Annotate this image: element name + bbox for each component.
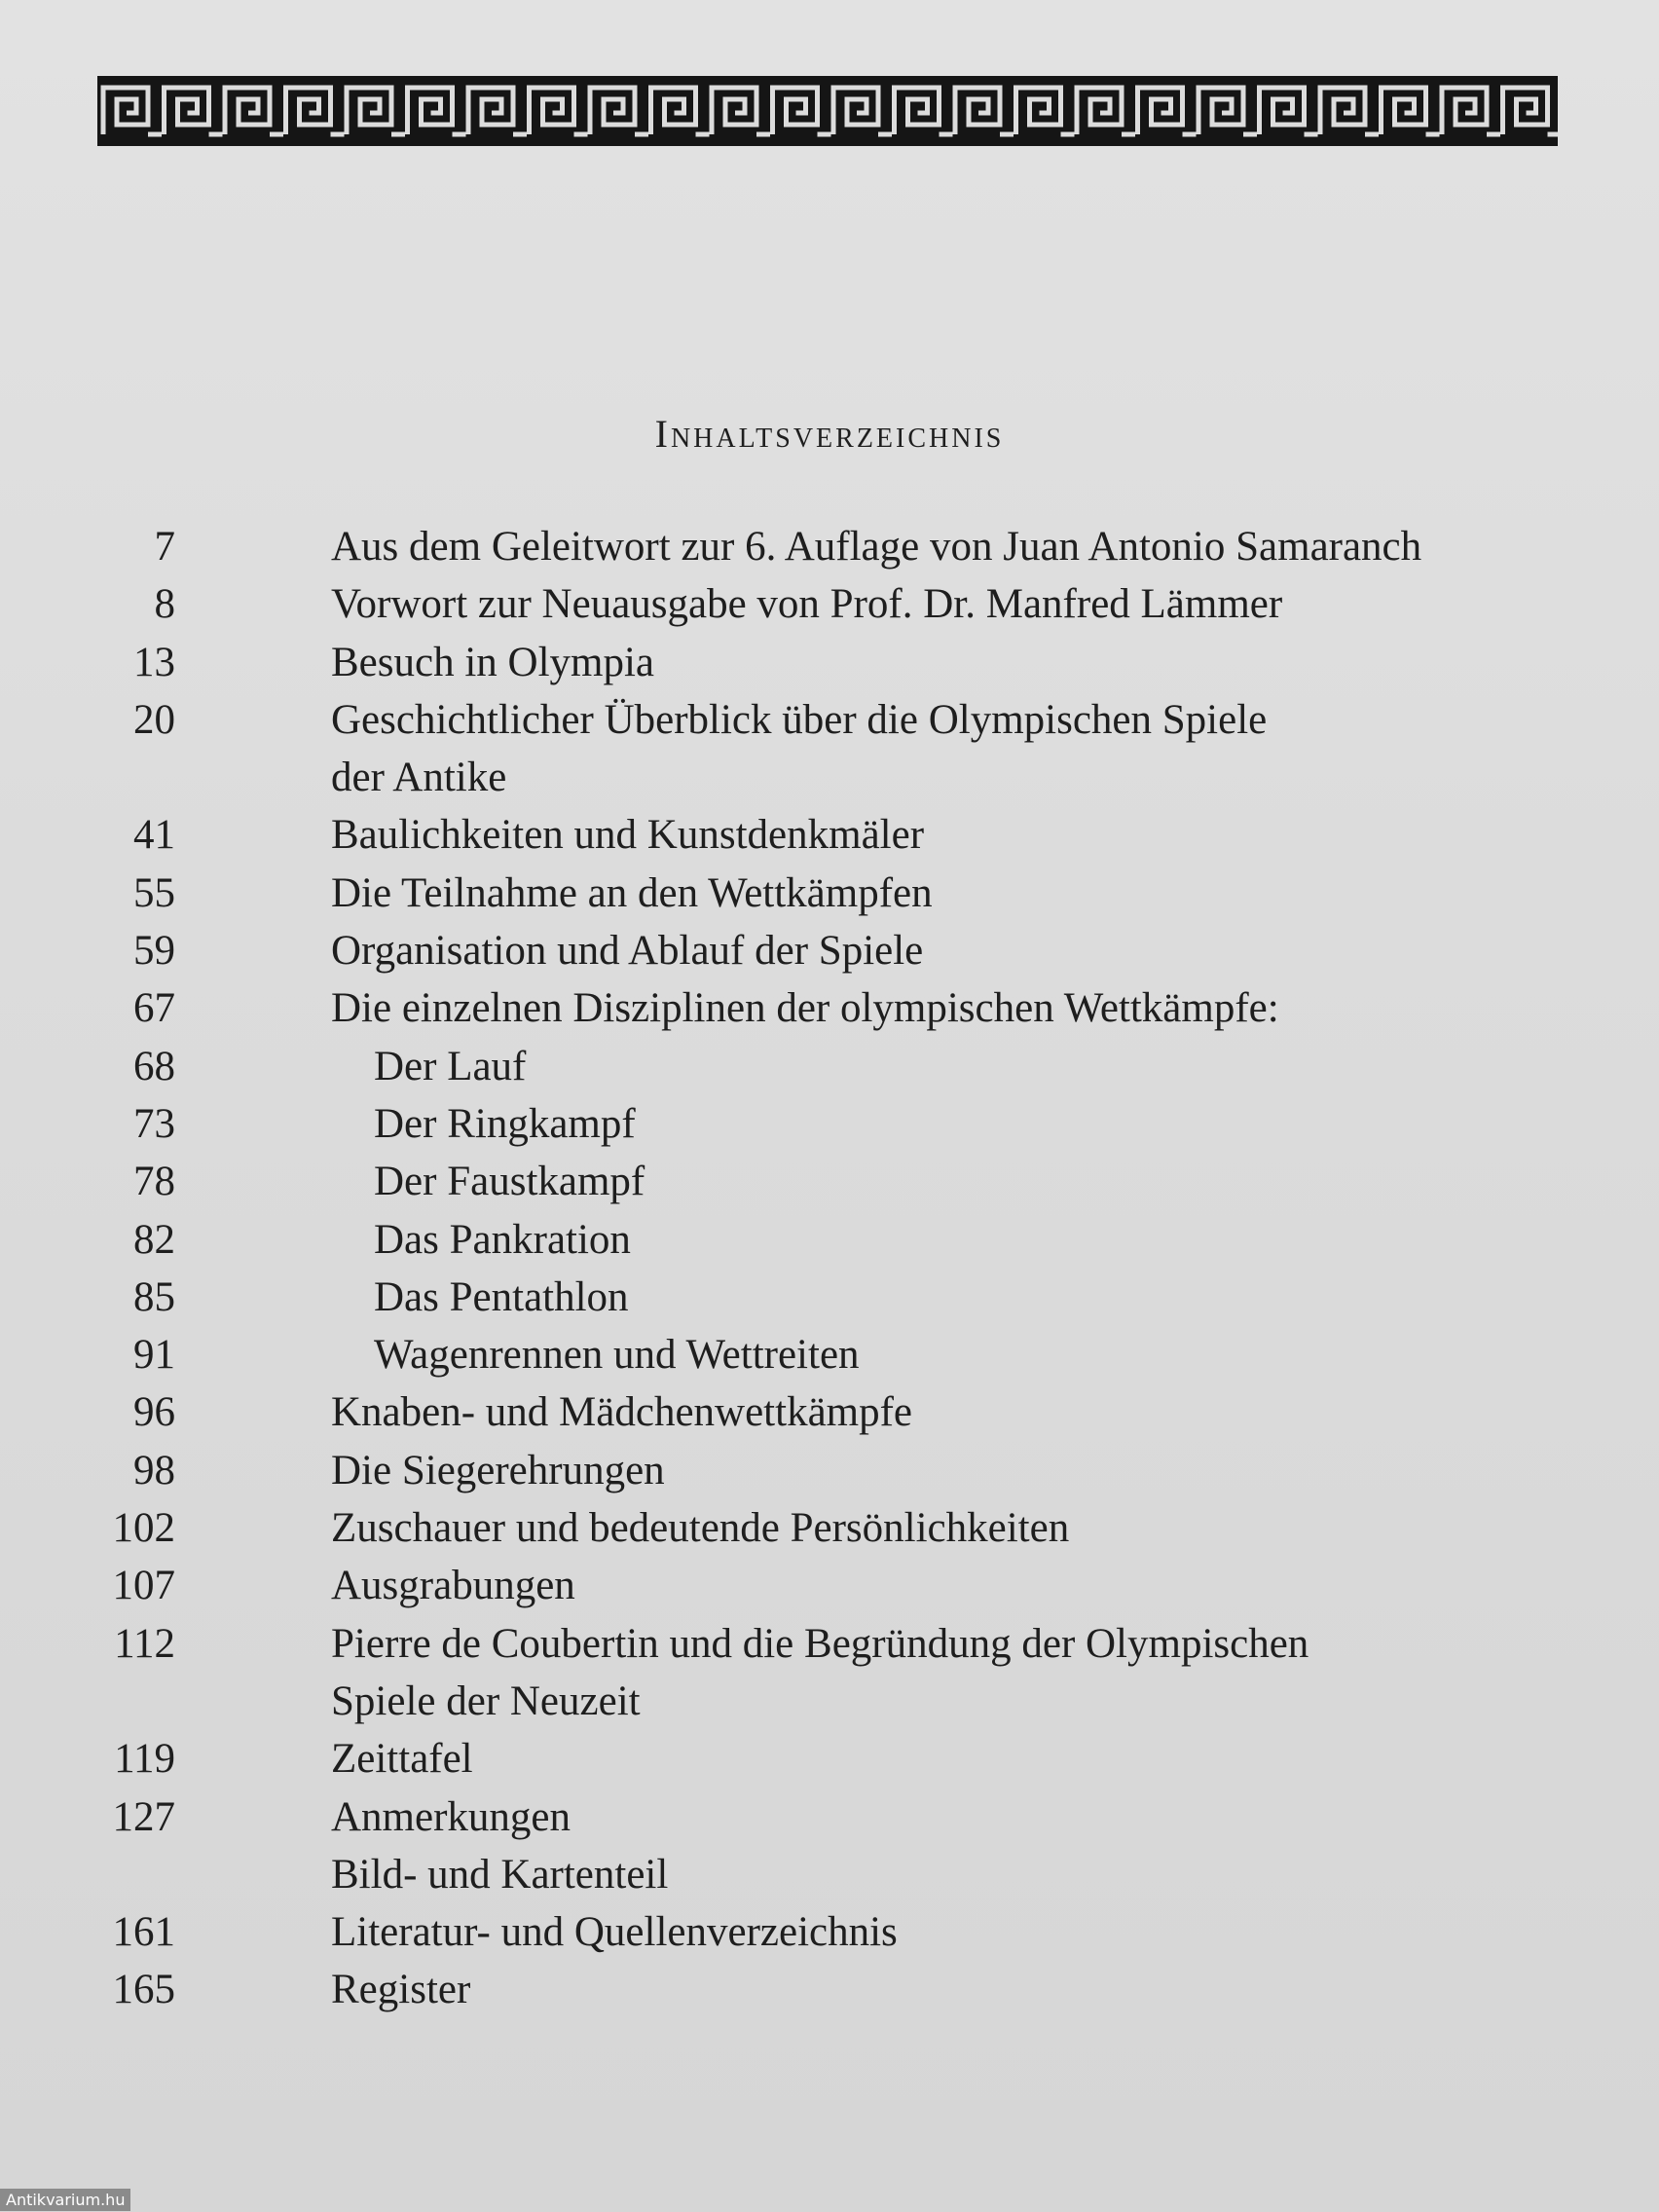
toc-entry-title: Das Pentathlon — [374, 1273, 629, 1320]
toc-entry-title: Vorwort zur Neuausgabe von Prof. Dr. Manfred Lämmer — [331, 581, 1283, 628]
toc-entry-title: Pierre de Coubertin und die Begründung der Olympischen — [331, 1620, 1309, 1667]
toc-entry — [88, 518, 1548, 575]
toc-entry — [88, 1095, 1548, 1153]
toc-page-number: 7 — [154, 524, 175, 570]
toc-entry — [88, 806, 1548, 864]
toc-title: Inhaltsverzeichnis — [654, 412, 1005, 456]
toc-entry-title: Wagenrennen und Wettreiten — [374, 1332, 860, 1379]
toc-entry — [88, 749, 1548, 806]
toc-entry — [88, 1383, 1548, 1441]
toc-entry — [88, 1730, 1548, 1788]
toc-page-number: 119 — [114, 1736, 175, 1783]
toc-entry-title: Die einzelnen Disziplinen der olympischen Wettkämpfe: — [331, 985, 1279, 1032]
toc-page-number: 68 — [133, 1043, 175, 1089]
toc-page-number: 161 — [112, 1909, 175, 1956]
toc-entry-title: Zuschauer und bedeutende Persönlichkeiten — [331, 1505, 1070, 1552]
toc-entry — [88, 1326, 1548, 1383]
toc-page-number: 41 — [133, 812, 175, 859]
toc-entry — [88, 575, 1548, 633]
toc-page-number: 127 — [112, 1793, 175, 1840]
toc-entry — [88, 1961, 1548, 2018]
toc-entry — [88, 691, 1548, 749]
toc-page-number: 91 — [133, 1332, 175, 1379]
toc-entry — [88, 1557, 1548, 1614]
toc-entry-title: Der Lauf — [374, 1043, 527, 1089]
toc-entry-title: Der Ringkampf — [374, 1100, 636, 1147]
toc-entry-title: Besuch in Olympia — [331, 639, 655, 685]
toc-entry-title: Die Teilnahme an den Wettkämpfen — [331, 869, 933, 916]
toc-page-number: 73 — [133, 1100, 175, 1147]
greek-key-border-ornament — [97, 76, 1558, 146]
toc-entry-title: Baulichkeiten und Kunstdenkmäler — [331, 812, 925, 859]
toc-entry-title: Ausgrabungen — [331, 1563, 575, 1609]
toc-entry — [88, 1788, 1548, 1846]
toc-page-number: 102 — [112, 1505, 175, 1552]
toc-entry-title: Anmerkungen — [331, 1793, 571, 1840]
toc-page-number: 67 — [133, 985, 175, 1032]
toc-page-number: 59 — [133, 928, 175, 975]
toc-entry — [88, 1846, 1548, 1903]
toc-page-number: 13 — [133, 639, 175, 685]
toc-entry — [88, 979, 1548, 1037]
toc-entry-title: Aus dem Geleitwort zur 6. Auflage von Juan Antonio Samaranch — [331, 524, 1422, 570]
toc-page-number: 96 — [133, 1389, 175, 1436]
toc-page-number: 85 — [133, 1273, 175, 1320]
toc-entry — [88, 922, 1548, 979]
toc-entry-title: Bild- und Kartenteil — [331, 1851, 669, 1898]
toc-entry — [88, 1211, 1548, 1269]
toc-page-number: 55 — [133, 869, 175, 916]
toc-page-number: 8 — [154, 581, 175, 628]
toc-page-number: 98 — [133, 1447, 175, 1493]
toc-entry — [88, 1442, 1548, 1499]
toc-entry — [88, 865, 1548, 922]
toc-entry-title: der Antike — [331, 755, 507, 801]
toc-entry — [88, 1615, 1548, 1673]
toc-entry-title: Geschichtlicher Überblick über die Olympischen Spiele — [331, 696, 1268, 743]
watermark-text: Antikvarium.hu — [0, 2189, 130, 2211]
toc-entry — [88, 1903, 1548, 1961]
toc-page-number: 20 — [133, 696, 175, 743]
toc-entry-title: Organisation und Ablauf der Spiele — [331, 928, 924, 975]
toc-page-number: 78 — [133, 1159, 175, 1205]
toc-entry-title: Die Siegerehrungen — [331, 1447, 665, 1493]
toc-entry-title: Literatur- und Quellenverzeichnis — [331, 1909, 898, 1956]
toc-page-number: 112 — [114, 1620, 175, 1667]
toc-page-number: 165 — [112, 1967, 175, 2013]
toc-entry-title: Das Pankration — [374, 1216, 631, 1263]
toc-entry-title: Der Faustkampf — [374, 1159, 645, 1205]
toc-page-number: 107 — [112, 1563, 175, 1609]
toc-entry — [88, 1153, 1548, 1210]
toc-entry — [88, 1499, 1548, 1557]
toc-entry — [88, 1673, 1548, 1730]
table-of-contents — [88, 518, 1548, 2019]
toc-entry — [88, 1038, 1548, 1095]
toc-entry — [88, 634, 1548, 691]
toc-entry-title: Zeittafel — [331, 1736, 473, 1783]
toc-page-number: 82 — [133, 1216, 175, 1263]
toc-entry-title: Spiele der Neuzeit — [331, 1677, 641, 1724]
toc-entry-title: Register — [331, 1967, 471, 2013]
toc-entry-title: Knaben- und Mädchenwettkämpfe — [331, 1389, 913, 1436]
toc-entry — [88, 1269, 1548, 1326]
